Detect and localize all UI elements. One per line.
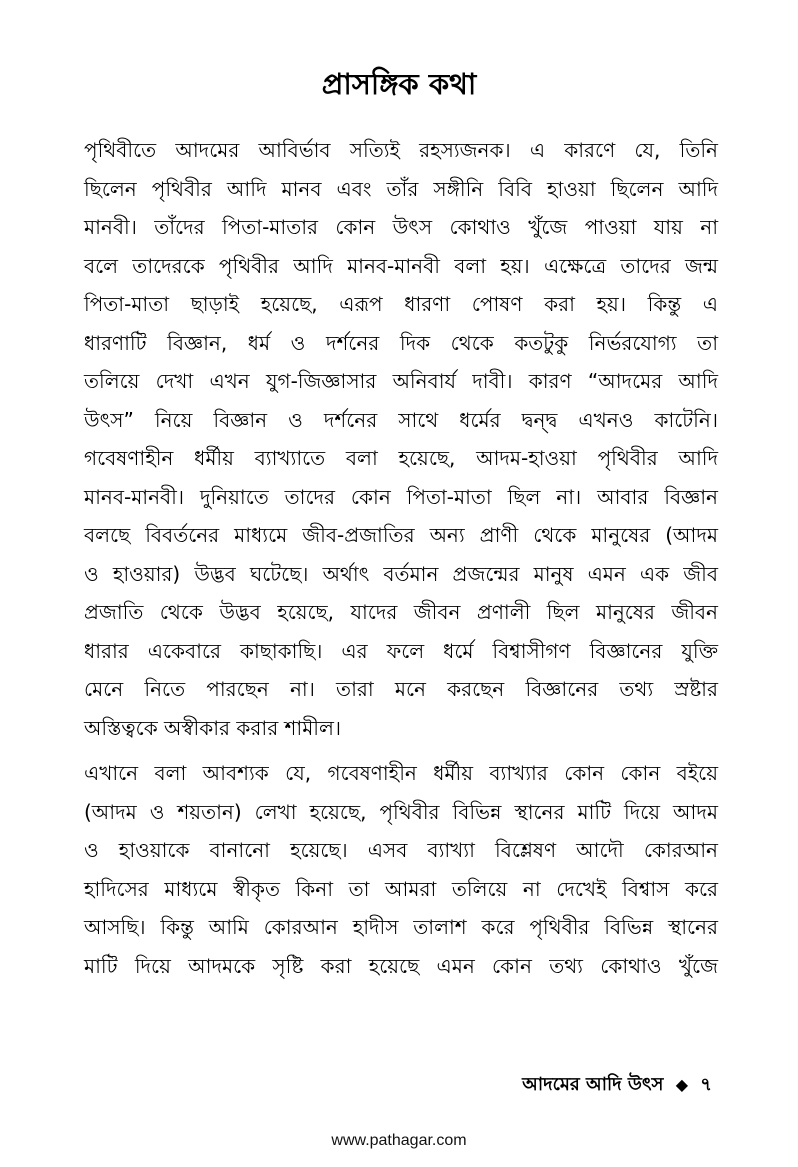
text-line: পিতা-মাতা ছাড়াই হয়েছে, এরূপ ধারণা পোষণ করা হয়। কিন্তু এ <box>84 292 718 316</box>
text-line: গবেষণাহীন ধর্মীয় ব্যাখ্যাতে বলা হয়েছে, আদম-হাওয়া পৃথিবীর আদি <box>84 446 718 470</box>
text-line: মানব-মানবী। দুনিয়াতে তাদের কোন পিতা-মাতা ছিল না। আবার বিজ্ঞান <box>84 484 718 509</box>
text-line: মাটি দিয়ে আদমকে সৃষ্টি করা হয়েছে এমন কোন তথ্য কোথাও খুঁজে <box>84 953 718 978</box>
body-paragraph <box>84 131 718 747</box>
text-line: ও হাওয়াকে বানানো হয়েছে। এসব ব্যাখ্যা বিশ্লেষণ আদৌ কোরআন <box>84 838 718 862</box>
text-line: হাদিসের মাধ্যমে স্বীকৃত কিনা তা আমরা তলিয়ে না দেখেই বিশ্বাস করে <box>84 876 718 901</box>
text-line: ধারণাটি বিজ্ঞান, ধর্ম ও দর্শনের দিক থেকে কতটুকু নির্ভরযোগ্য তা <box>84 330 718 355</box>
text-line: ও হাওয়ার) উদ্ভব ঘটেছে। অর্থাৎ বর্তমান প্রজন্মের মানুষ এমন এক জীব <box>84 561 718 586</box>
page-title: প্রাসঙ্গিক কথা <box>321 67 477 101</box>
text-line: মেনে নিতে পারছেন না। তারা মনে করছেন বিজ্ঞানের তথ্য স্রষ্টার <box>84 677 718 701</box>
text-line: পৃথিবীতে আদমের আবির্ভাব সত্যিই রহস্যজনক। এ কারণে যে, তিনি <box>84 138 718 162</box>
text-line: প্রজাতি থেকে উদ্ভব হয়েছে, যাদের জীবন প্রণালী ছিল মানুষের জীবন <box>84 600 718 624</box>
watermark-url: www.pathagar.com <box>331 1132 467 1149</box>
page-footer <box>522 1072 712 1098</box>
page-number: ৭ <box>700 1074 712 1095</box>
text-line: উৎস” নিয়ে বিজ্ঞান ও দর্শনের সাথে ধর্মের দ্বন্দ্ব এখনও কাটেনি। <box>84 407 718 432</box>
text-line: তলিয়ে দেখা এখন যুগ-জিজ্ঞাসার অনিবার্য দাবী। কারণ “আদমের আদি <box>84 369 718 393</box>
text-line: মানবী। তাঁদের পিতা-মাতার কোন উৎস কোথাও খুঁজে পাওয়া যায় না <box>84 215 718 239</box>
text-line: (আদম ও শয়তান) লেখা হয়েছে, পৃথিবীর বিভিন্ন স্থানের মাটি দিয়ে আদম <box>84 799 718 824</box>
running-title: আদমের আদি উৎস <box>522 1074 664 1095</box>
text-line: বলে তাদেরকে পৃথিবীর আদি মানব-মানবী বলা হয়। এক্ষেত্রে তাদের জন্ম <box>84 253 718 278</box>
text-line: বলছে বিবর্তনের মাধ্যমে জীব-প্রজাতির অন্য প্রাণী থেকে মানুষের (আদম <box>84 523 718 547</box>
text-line: ছিলেন পৃথিবীর আদি মানব এবং তাঁর সঙ্গীনি বিবি হাওয়া ছিলেন আদি <box>84 176 718 201</box>
text-line: অস্তিত্বকে অস্বীকার করার শামীল। <box>84 715 342 740</box>
body-paragraph <box>84 754 718 985</box>
text-line: আসছি। কিন্তু আমি কোরআন হাদীস তালাশ করে পৃথিবীর বিভিন্ন স্থানের <box>84 915 718 939</box>
text-line: এখানে বলা আবশ্যক যে, গবেষণাহীন ধর্মীয় ব্যাখ্যার কোন কোন বইয়ে <box>84 761 718 785</box>
text-line: ধারার একেবারে কাছাকাছি। এর ফলে ধর্মে বিশ্বাসীগণ বিজ্ঞানের যুক্তি <box>84 638 718 663</box>
diamond-icon: ◆ <box>675 1075 688 1094</box>
